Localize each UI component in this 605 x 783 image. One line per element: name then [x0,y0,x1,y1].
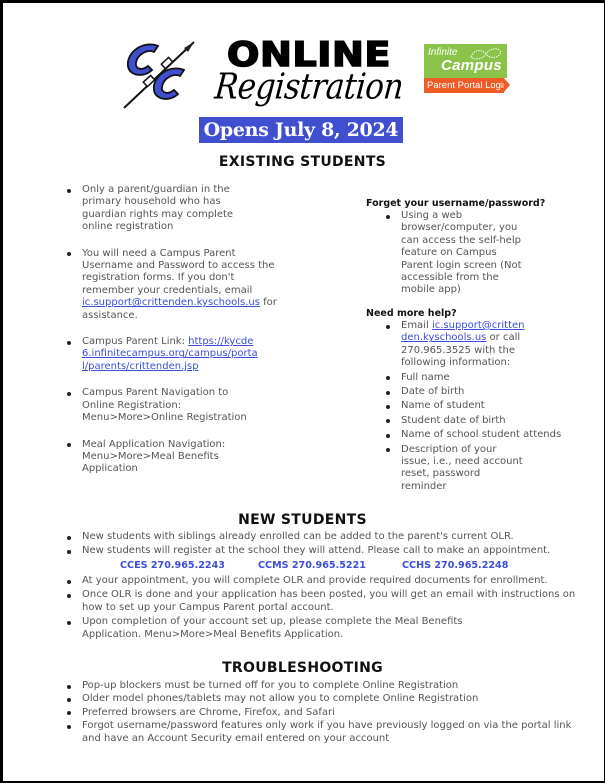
existing-students-heading: EXISTING STUDENTS [218,154,387,170]
forget-password-heading: Forget your username/password? [366,198,546,209]
list-item: Name of school student attends [401,429,581,441]
arrow-right-icon [504,78,510,92]
list-item: Older model phones/tablets may not allow you to complete Online Registration [82,693,582,705]
forget-password-list [401,210,526,297]
campus-parent-link[interactable]: https://kycde6.infinitecampus.org/campus/portal/parents/crittenden.jsp [82,336,258,372]
new-students-list-b [82,575,582,643]
list-item: Only a parent/guardian in the primary household who has guardian rights may complete online registration [82,184,242,234]
title-registration: Registration [213,66,405,108]
list-item: Pop-up blockers must be turned off for you to complete Online Registration [82,680,582,692]
help-email-link[interactable]: ic.support@crittenden.kyschools.us [401,320,525,344]
list-item: At your appointment, you will complete OLR and provide required documents for enrollment. [82,575,582,587]
list-item: Full name [401,372,581,384]
ccms-phone: CCMS 270.965.5221 [258,560,366,571]
list-item: Student date of birth [401,415,581,427]
list-item: Email ic.support@crittenden.kyschools.us or call 270.965.3525 with the following information: [401,320,525,369]
list-item: Campus Parent Link: https://kycde6.infinitecampus.org/campus/portal/parents/crittenden.jsp [82,336,262,373]
new-students-list-a [82,531,582,560]
list-item: Forgot username/password features only work if you have previously logged on via the portal link and have an Account Security email entered on your account [82,720,582,745]
new-students-heading: NEW STUDENTS [238,512,367,528]
list-item: Using a web browser/computer, you can access the self-help feature on Campus Parent login screen (Not accessible from the mobile app) [401,210,526,297]
infinite-label: Infinite [428,47,458,58]
cces-phone: CCES 270.965.2243 [120,560,225,571]
opens-date-banner: Opens July 8, 2024 [199,117,403,143]
title-online: ONLINE [227,35,391,75]
parent-portal-login-button[interactable] [424,44,510,96]
list-item: Date of birth [401,386,581,398]
troubleshooting-list [82,680,582,747]
infinite-campus-logo [424,44,507,78]
list-item: Name of student [401,400,581,412]
cc-school-logo [118,38,200,110]
campus-label: Campus [441,57,502,74]
list-item: New students with siblings already enrolled can be added to the parent's current OLR. [82,531,582,543]
troubleshooting-heading: TROUBLESHOOTING [222,660,383,676]
need-help-list [401,320,581,493]
school-phone-numbers [120,560,520,574]
list-item: Preferred browsers are Chrome, Firefox, and Safari [82,707,582,719]
list-item: Once OLR is done and your application has been posted, you will get an email with instructions on how to set up your Campus Parent portal account. [82,589,582,614]
list-item: You will need a Campus Parent Username and Password to access the registration forms. If you don't remember your credentials, email ic.support@crittenden.kyschools.us for assistance. [82,248,282,322]
existing-students-list [82,184,292,490]
parent-portal-login-label[interactable]: Parent Portal Login [424,78,504,93]
list-item: Meal Application Navigation: Menu>More>Meal Benefits Application [82,439,232,476]
list-item: Campus Parent Navigation to Online Registration: Menu>More>Online Registration [82,387,252,424]
cchs-phone: CCHS 270.965.2248 [402,560,509,571]
list-item: Upon completion of your account set up, please complete the Meal Benefits Application. Menu>More>Meal Benefits Application. [82,616,472,641]
list-item: New students will register at the school they will attend. Please call to make an appointment. [82,545,582,557]
need-more-help-heading: Need more help? [366,308,457,319]
list-item: Description of your issue, i.e., need account reset, password reminder [401,444,526,494]
support-email-link[interactable]: ic.support@crittenden.kyschools.us [82,297,260,309]
